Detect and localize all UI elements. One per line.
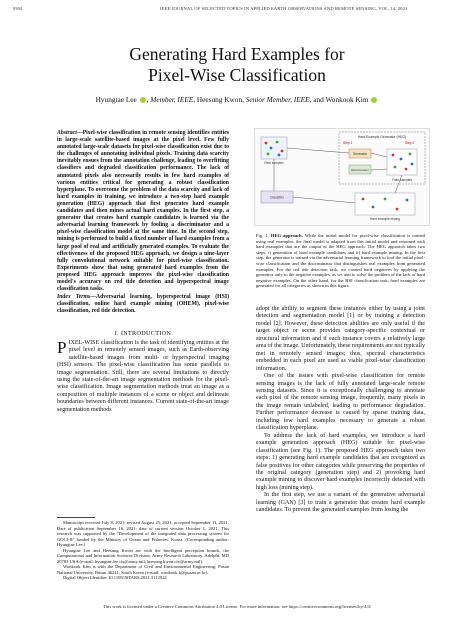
right-column-text [256, 306, 425, 515]
page-number: 9304 [13, 6, 23, 11]
heg-box-label: Hard Example Generator (HEG) [357, 135, 407, 139]
real-samples-box [261, 137, 287, 159]
footnote: Wonkook Kim is with the Department of Civil and Environmental Engineering, Pusan National University, Busan 46241, South Korea (e-mail: wonkook.k@pusan.ac.kr). [57, 564, 229, 575]
paragraph: adopt the ability to segment these instances either by using a joint detection and segmentation model [1] or by training a detection model [2]. However, these detection abilities are only useful if the target object or scene provides category-specific contextual or structural information and if each instance covers a relatively large area of the image. Unfortunately, these requirements are not typically met in remotely sensed images; thus, spectral characteristics embedded in each pixel are used as viable pixel-wise classification information. [256, 306, 425, 372]
author-1-role: Member, IEEE [150, 95, 194, 104]
license-line[interactable]: This work is licensed under a Creative Commons Attribution 4.0 License. For more information, see https://creativecommons.org/licenses/by/4.0/ [102, 604, 372, 609]
footnotes [57, 520, 229, 581]
footnote[interactable]: Digital Object Identifier 10.1109/JSTARS.2021.3112924 [63, 575, 167, 581]
index-terms-label: Index Terms [57, 294, 91, 300]
real-samples-label: Real samples [264, 161, 284, 165]
abstract-label: Abstract [57, 130, 77, 136]
paragraph: To address the lack of hard examples, we introduce a hard example generation approach (HEG) suitable for pixel-wise classification (see Fig. 1). The proposed HEG approach takes two steps: 1) generating hard example candidates that are recognized as false positives for other categories while preserving the properties of the original category (generation step) and 2) provoking hard example mining to discover hard examples incorrectly detected with high loss (mining step). [256, 432, 425, 491]
author-3: Wonkook Kim [325, 95, 369, 104]
author-list: Hyungtae Lee , Member, IEEE, Heesung Kwon, Senior Member, IEEE, and Wonkook Kim [0, 95, 474, 104]
drop-cap: P [57, 338, 67, 357]
heg-diagram [255, 129, 429, 225]
section-title: I. INTRODUCTION [114, 330, 172, 337]
footnote: Hyungtae Lee and Heesung Kwon are with the Intelligent perception branch, the Computational and Information Sciences Division, Army Research Laboratory, Adelphi, MD 20783 USA (e-mail: hyungtae.lee.cis@army.mil; heesung.kwon.civ@army.mil). [57, 547, 229, 564]
journal-header: IEEE JOURNAL OF SELECTED TOPICS IN APPLIED EARTH OBSERVATIONS AND REMOTE SENSING, VOL. 14, 2021 [160, 6, 408, 11]
title-line-2: Pixel-Wise Classification [148, 65, 326, 85]
author-2-role: Senior Member, IEEE [245, 95, 310, 104]
intro-text: IXEL-WISE classification is the task of identifying entities at the pixel level in remotely sensed images, such as Earth-observing satellite-based images from multi- or hyperspectral imaging (HSI) sensors. The pixel-wise classification has some parallels to image segmentation. Still, there are several limitations to directly using the state-of-the-art image segmentation methods for the pixel-wise classification. Image segmentation methods treat an image as a composition of multiple instances of a scene or object and delineate boundaries between different instances. Current state-of-the-art image segmentation methods [57, 340, 229, 413]
index-terms-text: —Adversarial learning, hyperspectral image (HSI) classification, online hard example mining (OHEM), pixel-wise classification, red tide detection. [57, 294, 229, 315]
footnote-rule [57, 517, 95, 518]
title-line-1: Generating Hard Examples for [129, 44, 345, 64]
mining-label: Hard example mining [369, 217, 401, 221]
author-1: Hyungtae Lee [95, 95, 137, 104]
step2-label: Step 2 [405, 141, 415, 145]
index-terms [57, 294, 229, 315]
abstract [57, 130, 229, 293]
paragraph: One of the issues with pixel-wise classification for remote sensing images is the lack of fully annotated large-scale remote sensing datasets. Since it is exceptionally challenging to annotate each pixel of the remote sensing image, frequently, many pixels in the image remain unlabeled, leading to performance degradation. Further performance decrease is caused by sparse training data, including few hard examples necessary to generate a robust classification hyperplane. [256, 373, 425, 432]
generator-label: Generator [352, 152, 368, 156]
caption-text: While the initial model for pixel-wise classification is trained using real examples, the final model is adapted from this initial model and retrained with hard examples that are the output of the HEG approach. The HEG approach takes two steps: i) generation of hard example candidates and ii) hard example mining. In the first step, the generator is trained via the adversarial learning framework to fool the initial pixel-wise classification and the discriminator that distinguishes real examples from generated examples. For the red tide detection task, we created hard negatives by applying the generator only to the negative examples, as we aim to solve the problem of the lack of hard negative examples. On the other hand, for the HSI classification task, hard examples are generated for all categories as shown in this figure. [256, 233, 425, 289]
classifier-label: Classifier [270, 195, 284, 200]
discriminator-label: Discriminator [351, 168, 369, 172]
author-2: Heesung Kwon [196, 95, 243, 104]
abstract-text: —Pixel-wise classification in remote sensing identifies entities in large-scale satellite-based images at the pixel level. Few fully annotated large-scale datasets for pixel-wise classification exist due to the challenges of annotating individual pixels. Training data scarcity inevitably ensues from the annotation challenge, leading to overfitting classifiers and degraded classification performance. The lack of annotated pixels also necessarily results in few hard examples of various entities critical for generating a robust classification hyperplane. To overcome the problem of the data scarcity and lack of hard examples in training, we introduce a two-step hard example generation (HEG) approach that first generates hard example candidates and then mines actual hard examples. In the first step, a generator that creates hard example candidates is learned via the adversarial learning framework by fooling a discriminator and a pixel-wise classification model at the same time. In the second step, mining is performed to build a fixed number of hard examples from a large pool of real and artificially generated examples. To evaluate the effectiveness of the proposed HEG approach, we design a nine-layer fully convolutional network suitable for pixel-wise classification. Experiments show that using generated hard examples from the proposed HEG approach improves the pixel-wise classification model's accuracy on red tide detection and hyperspectral image classification tasks. [57, 130, 229, 293]
mining-box [355, 193, 415, 215]
step1-label: Step 1 [343, 141, 353, 145]
paragraph: In the first step, we use a variant of the generative adversarial learning (GAN) [3] to train a generator that creates hard example candidates. To prevent the generated examples from losing the [256, 492, 425, 514]
fake-samples-box [387, 149, 417, 175]
intro-paragraph [57, 340, 229, 414]
orcid-icon[interactable] [371, 97, 377, 103]
footnote: Manuscript received July 8, 2021; revised August 25, 2021; accepted September 11, 2021. Date of publication September 16, 2021; date of current version October 1, 2021. This research was supported by the "Development of the integrated data processing system for GOCI-II" funded by the Ministry of Ocean and Fisheries, Korea. (Corresponding author: Hyungtae Lee.) [57, 520, 229, 548]
figure-1 [254, 128, 430, 226]
caption-label: Fig. 1. [256, 233, 269, 238]
orcid-icon[interactable] [140, 97, 146, 103]
figure-caption [256, 233, 425, 289]
fake-samples-label: Fake samples [392, 178, 412, 182]
caption-bold: HEG approach. [270, 233, 303, 238]
paper-title [0, 44, 474, 86]
